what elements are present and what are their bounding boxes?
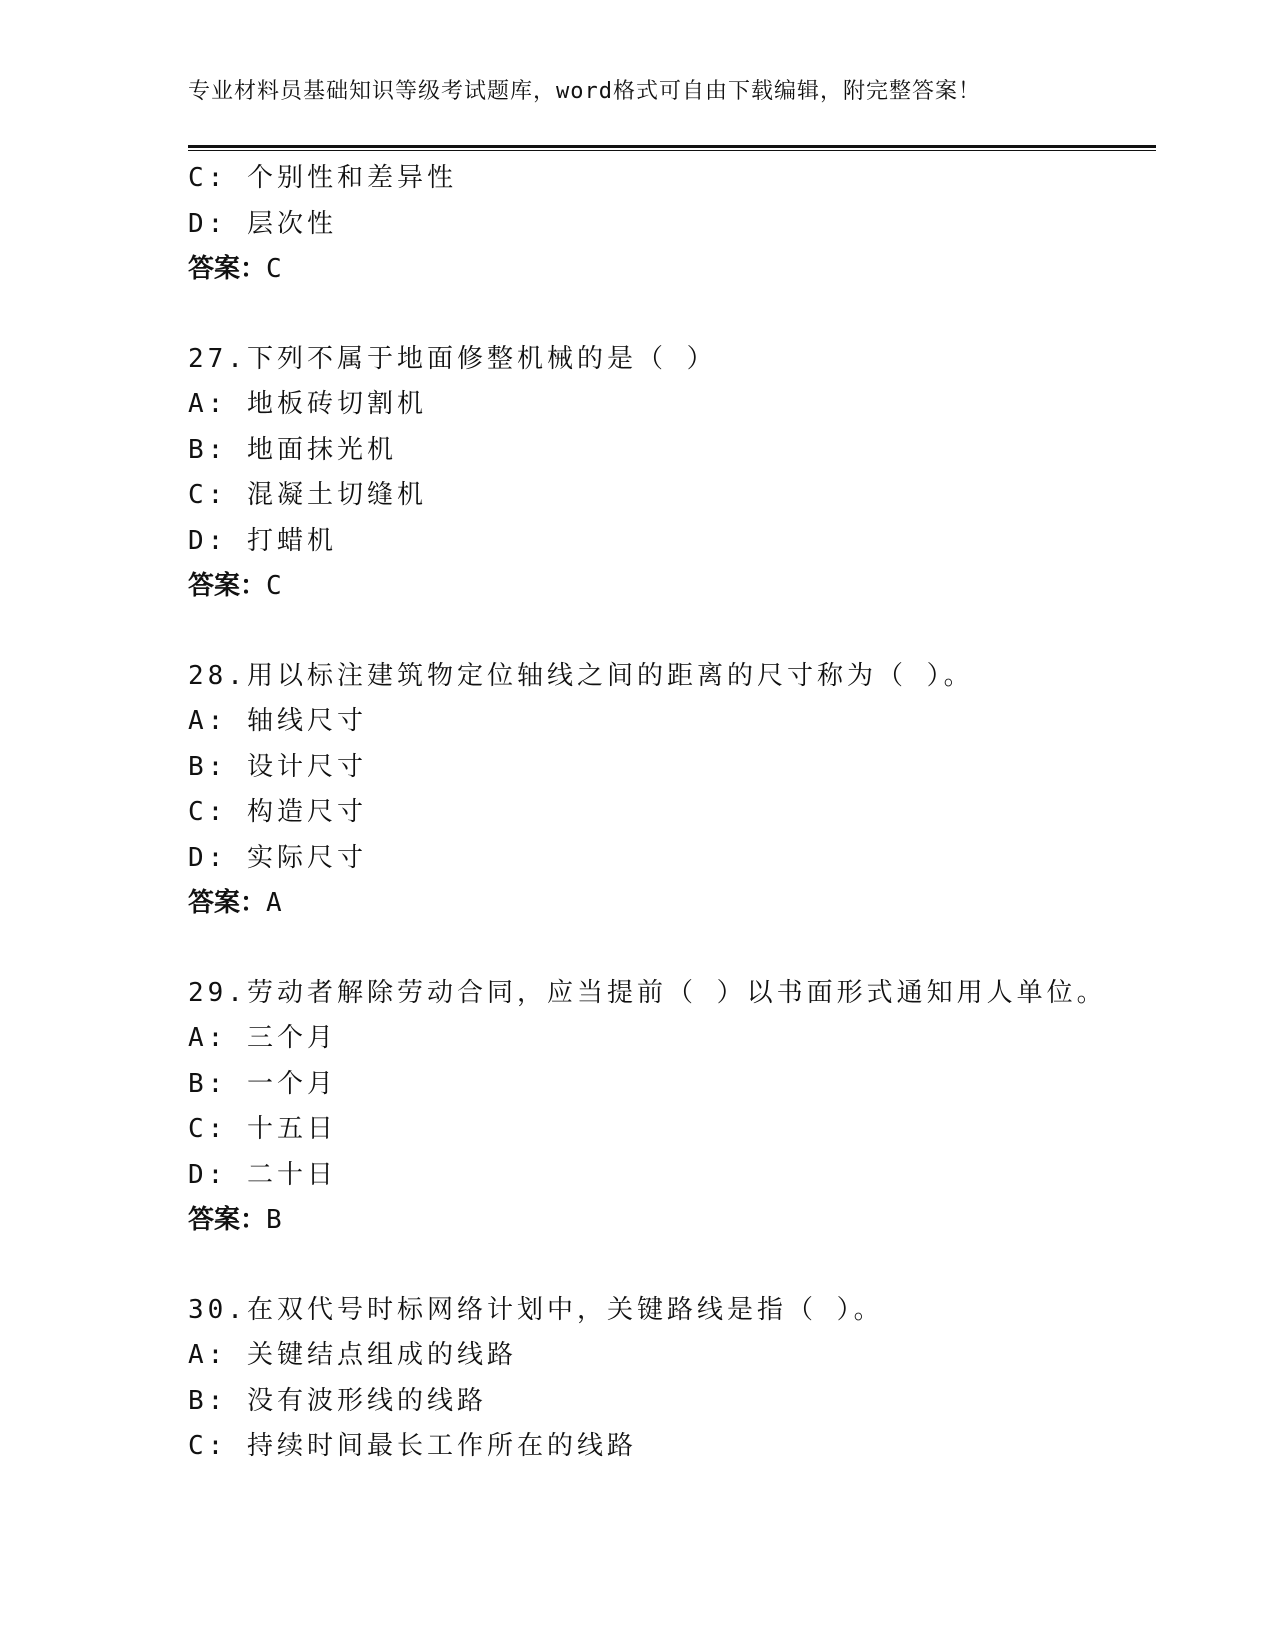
option-text: 持续时间最长工作所在的线路 bbox=[246, 1431, 637, 1461]
answer-line bbox=[188, 247, 1156, 293]
option-text: 没有波形线的线路 bbox=[246, 1385, 487, 1416]
option-letter: C: bbox=[188, 1114, 228, 1144]
answer-value: B bbox=[266, 1205, 283, 1235]
option-letter: C: bbox=[188, 163, 228, 193]
answer-line bbox=[188, 881, 1156, 927]
option-text: 构造尺寸 bbox=[246, 797, 367, 827]
option-line bbox=[188, 473, 1156, 519]
spacer bbox=[188, 1244, 1156, 1288]
option-text: 混凝土切缝机 bbox=[246, 480, 427, 510]
option-letter: A: bbox=[188, 1023, 228, 1053]
answer-line bbox=[188, 1198, 1156, 1244]
option-text: 一个月 bbox=[246, 1068, 337, 1099]
question-carryover bbox=[188, 156, 1156, 293]
option-text: 二十日 bbox=[246, 1159, 337, 1190]
question-30 bbox=[188, 1288, 1156, 1470]
option-letter: C: bbox=[188, 480, 228, 510]
option-text: 实际尺寸 bbox=[246, 842, 367, 873]
answer-line bbox=[188, 564, 1156, 610]
option-letter: A: bbox=[188, 389, 228, 419]
question-stem: 28.用以标注建筑物定位轴线之间的距离的尺寸称为（ ）。 bbox=[188, 660, 974, 691]
option-line bbox=[188, 1153, 1156, 1199]
header-divider bbox=[188, 145, 1156, 151]
option-text: 轴线尺寸 bbox=[246, 706, 367, 736]
option-text: 个别性和差异性 bbox=[246, 163, 457, 193]
option-letter: C: bbox=[188, 797, 228, 827]
option-line bbox=[188, 382, 1156, 428]
option-text: 设计尺寸 bbox=[246, 751, 367, 782]
option-letter: A: bbox=[188, 1340, 228, 1370]
option-line bbox=[188, 1424, 1156, 1470]
option-text: 十五日 bbox=[246, 1114, 337, 1144]
option-text: 地板砖切割机 bbox=[246, 389, 427, 419]
page-header: 专业材料员基础知识等级考试题库，word格式可自由下载编辑，附完整答案！ bbox=[188, 79, 981, 104]
option-line bbox=[188, 745, 1156, 791]
option-letter: C: bbox=[188, 1431, 228, 1461]
answer-label: 答案： bbox=[188, 571, 267, 601]
option-line bbox=[188, 202, 1156, 248]
option-line bbox=[188, 1333, 1156, 1379]
option-line bbox=[188, 699, 1156, 745]
answer-value: A bbox=[266, 888, 283, 918]
option-line bbox=[188, 156, 1156, 202]
option-letter: D: bbox=[188, 842, 228, 873]
option-text: 层次性 bbox=[246, 208, 337, 239]
question-list bbox=[188, 156, 1156, 1470]
answer-value: C bbox=[266, 571, 283, 601]
answer-value: C bbox=[266, 254, 283, 284]
option-text: 关键结点组成的线路 bbox=[246, 1340, 517, 1370]
question-stem: 29.劳动者解除劳动合同，应当提前（ ）以书面形式通知用人单位。 bbox=[188, 977, 1107, 1008]
question-27 bbox=[188, 337, 1156, 610]
option-text: 三个月 bbox=[246, 1023, 337, 1053]
spacer bbox=[188, 610, 1156, 654]
option-letter: D: bbox=[188, 525, 228, 556]
option-line bbox=[188, 1107, 1156, 1153]
option-line bbox=[188, 1016, 1156, 1062]
option-letter: D: bbox=[188, 208, 228, 239]
option-line bbox=[188, 1379, 1156, 1425]
option-letter: D: bbox=[188, 1159, 228, 1190]
option-line bbox=[188, 1062, 1156, 1108]
option-text: 打蜡机 bbox=[246, 525, 337, 556]
answer-label: 答案： bbox=[188, 888, 267, 918]
question-stem: 30.在双代号时标网络计划中，关键路线是指（ ）。 bbox=[188, 1294, 884, 1325]
spacer bbox=[188, 927, 1156, 971]
option-letter: B: bbox=[188, 434, 228, 465]
option-line bbox=[188, 519, 1156, 565]
option-line bbox=[188, 428, 1156, 474]
option-text: 地面抹光机 bbox=[246, 434, 397, 465]
option-letter: B: bbox=[188, 1385, 228, 1416]
option-letter: B: bbox=[188, 1068, 228, 1099]
question-stem: 27.下列不属于地面修整机械的是（ ） bbox=[188, 343, 717, 374]
option-letter: B: bbox=[188, 751, 228, 782]
spacer bbox=[188, 293, 1156, 337]
answer-label: 答案： bbox=[188, 1205, 267, 1235]
question-28 bbox=[188, 654, 1156, 927]
question-29 bbox=[188, 971, 1156, 1244]
answer-label: 答案： bbox=[188, 254, 267, 284]
option-letter: A: bbox=[188, 706, 228, 736]
option-line bbox=[188, 790, 1156, 836]
option-line bbox=[188, 836, 1156, 882]
